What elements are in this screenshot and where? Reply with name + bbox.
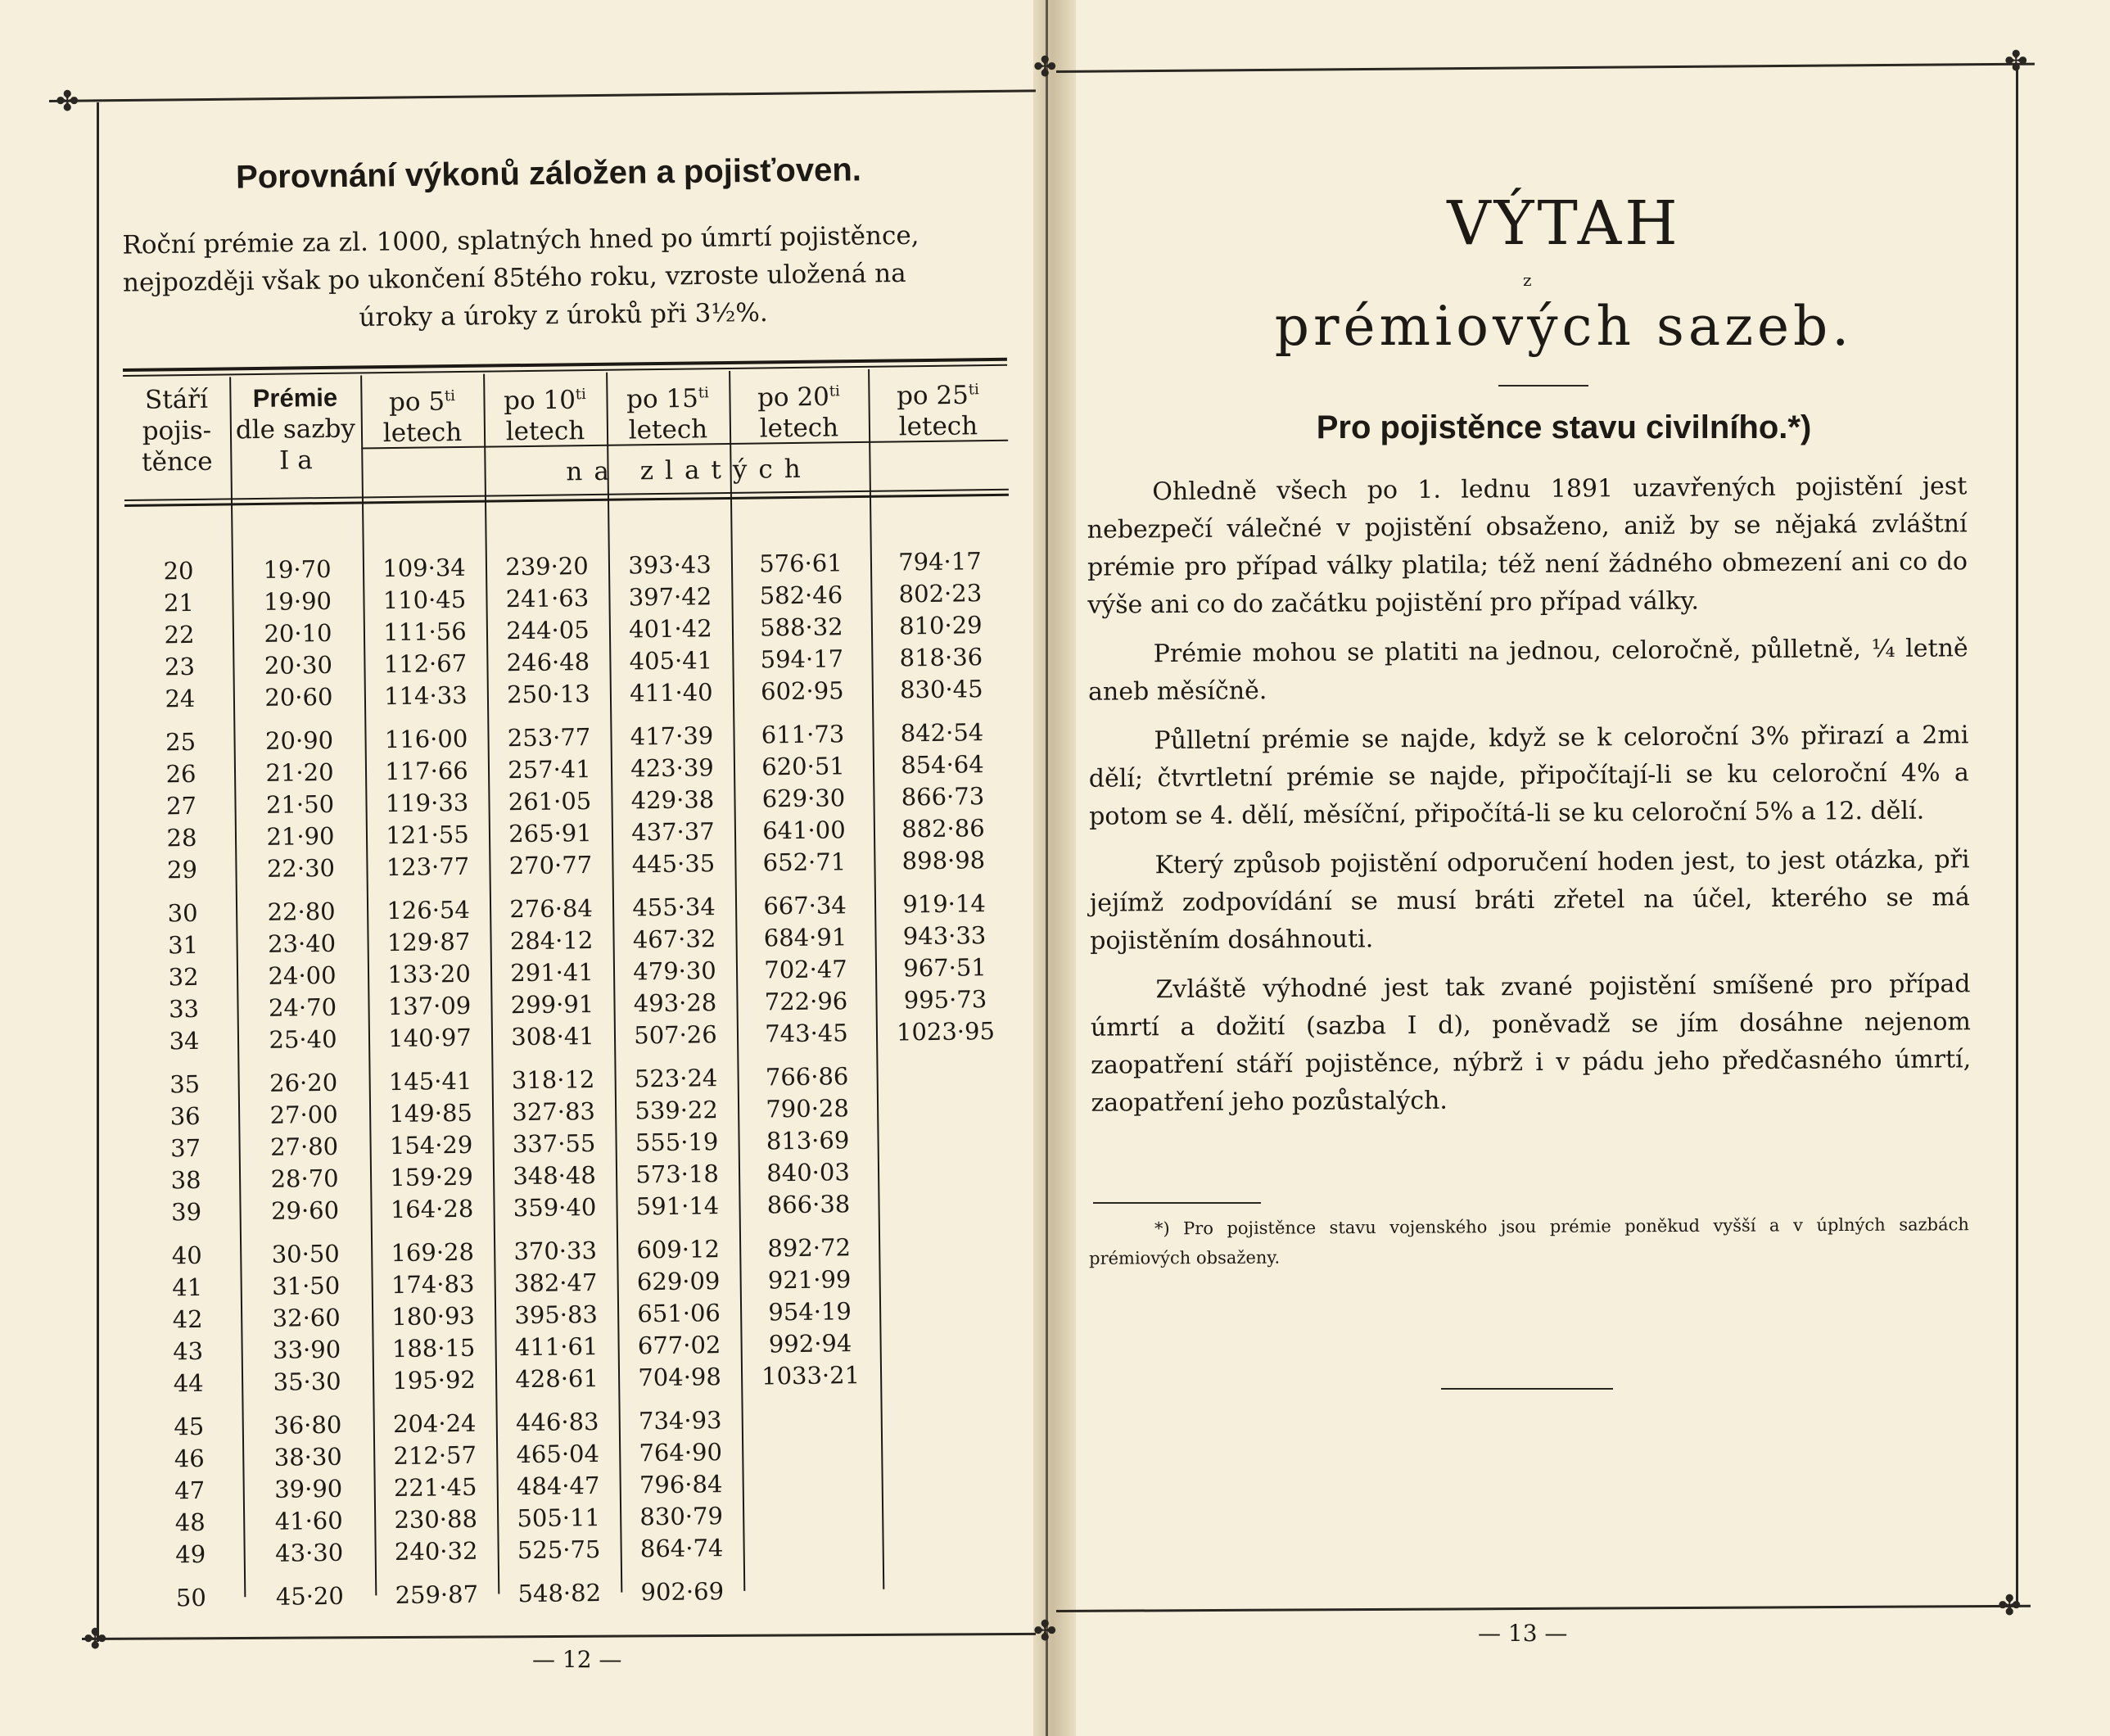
cell-25-years: 882·86 xyxy=(901,814,985,843)
cell-premium: 36·80 xyxy=(273,1410,342,1440)
cell-10-years: 276·84 xyxy=(509,894,594,924)
cell-15-years: 651·06 xyxy=(637,1299,721,1328)
cell-5-years: 123·77 xyxy=(386,852,470,882)
cell-20-years: 722·96 xyxy=(764,987,848,1016)
cell-age: 38 xyxy=(170,1165,201,1195)
cell-age: 25 xyxy=(165,727,197,757)
cell-5-years: 129·87 xyxy=(386,927,471,957)
cell-age: 43 xyxy=(173,1336,204,1366)
cell-10-years: 465·04 xyxy=(516,1439,600,1469)
paragraph-mixed-insurance: Zvláště výhodné jest tak zvané pojistění smíšené pro případ úmrtí a dožití (sazba I d), poněvadž se jím dosáhne nejenom zaopatření stáří pojistěnce, nýbrž i v pádu jeho předčasného úmrtí, zaopatření jeho pozůstalých. xyxy=(1090,970,1972,1118)
cell-age: 39 xyxy=(170,1197,202,1227)
cell-5-years: 149·85 xyxy=(389,1098,473,1128)
cell-age: 32 xyxy=(168,962,199,992)
cell-5-years: 111·56 xyxy=(383,617,467,647)
cell-25-years: 919·14 xyxy=(902,889,987,919)
cell-premium: 22·30 xyxy=(266,853,336,883)
cell-5-years: 188·15 xyxy=(391,1333,476,1363)
cell-age: 42 xyxy=(172,1304,203,1334)
cell-5-years: 145·41 xyxy=(388,1066,472,1096)
cell-age: 46 xyxy=(174,1444,205,1473)
cell-premium: 45·20 xyxy=(275,1581,345,1611)
subtitle-divider xyxy=(1498,385,1588,387)
footnote-divider xyxy=(1093,1202,1261,1204)
cell-20-years: 954·19 xyxy=(768,1297,852,1327)
cell-10-years: 299·91 xyxy=(510,990,594,1019)
footnote: *) Pro pojistěnce stavu vojenského jsou prémie poněkud vyšší a v úplných sazbách prémiových obsaženy. xyxy=(1089,1214,1969,1268)
cell-20-years: 652·71 xyxy=(762,848,847,877)
intro-line-3: úroky a úroky z úroků při 3½%. xyxy=(359,297,768,333)
cell-5-years: 180·93 xyxy=(391,1301,476,1331)
cell-10-years: 411·61 xyxy=(514,1332,599,1362)
cell-age: 34 xyxy=(169,1026,200,1056)
cell-15-years: 467·32 xyxy=(632,925,716,954)
cell-premium: 38·30 xyxy=(273,1442,342,1472)
cell-15-years: 437·37 xyxy=(631,817,715,847)
cell-15-years: 417·39 xyxy=(630,721,714,751)
cell-15-years: 704·98 xyxy=(638,1363,722,1392)
cell-15-years: 479·30 xyxy=(633,956,716,986)
cell-5-years: 110·45 xyxy=(382,585,467,615)
cell-15-years: 429·38 xyxy=(630,785,715,815)
cell-5-years: 230·88 xyxy=(394,1504,478,1535)
cell-premium: 27·00 xyxy=(269,1100,338,1129)
cell-5-years: 159·29 xyxy=(390,1162,474,1192)
cell-20-years: 611·73 xyxy=(761,720,845,749)
cell-5-years: 164·28 xyxy=(390,1194,474,1224)
cell-20-years: 588·32 xyxy=(759,613,843,642)
cell-15-years: 609·12 xyxy=(636,1235,721,1264)
cell-10-years: 318·12 xyxy=(511,1065,595,1095)
cell-age: 28 xyxy=(166,823,197,852)
ornament-gutter-bottom-icon: ✤ xyxy=(1033,1615,1057,1648)
paragraph-payment-modes: Prémie mohou se platiti na jednou, celoročně, půlletně, ¼ letně aneb měsíčně. xyxy=(1087,634,1968,707)
cell-age: 36 xyxy=(169,1101,201,1131)
cell-15-years: 445·35 xyxy=(631,849,716,879)
ornament-gutter-top-icon: ✤ xyxy=(1033,51,1057,84)
cell-5-years: 116·00 xyxy=(384,724,468,754)
cell-15-years: 539·22 xyxy=(635,1096,719,1125)
cell-5-years: 221·45 xyxy=(393,1472,477,1503)
left-page-title: Porovnání výkonů záložen a pojisťoven. xyxy=(235,151,862,196)
cell-premium: 33·90 xyxy=(272,1335,341,1364)
cell-15-years: 830·79 xyxy=(639,1502,724,1531)
cell-10-years: 484·47 xyxy=(516,1471,600,1501)
paragraph-choice: Který způsob pojistění odporučení hoden jest, to jest otázka, při jejímž zodpovídání se musí bráti zřetel na účel, kterého se má pojistěním dosáhnouti. xyxy=(1089,845,1970,956)
intro-line-1: Roční prémie za zl. 1000, splatných hned po úmrtí pojistěnce, xyxy=(122,220,919,260)
cell-20-years: 602·95 xyxy=(760,676,844,706)
cell-premium: 21·90 xyxy=(266,821,335,851)
cell-premium: 29·60 xyxy=(270,1196,340,1225)
cell-20-years: 641·00 xyxy=(761,816,846,845)
cell-5-years: 204·24 xyxy=(392,1408,477,1439)
header-after-10-years: po $10^{ti}$ letech xyxy=(503,385,586,447)
cell-10-years: 428·61 xyxy=(515,1363,599,1394)
cell-age: 26 xyxy=(165,759,197,789)
right-page-body xyxy=(1087,468,1972,1133)
cell-age: 24 xyxy=(165,684,196,713)
end-divider xyxy=(1441,1388,1613,1390)
cell-premium: 20·90 xyxy=(264,726,334,755)
cell-15-years: 677·02 xyxy=(637,1331,721,1360)
currency-unit-label: na zlatých xyxy=(566,454,812,487)
header-premium: Prémie dle sazby I a xyxy=(235,382,356,476)
cell-25-years: 967·51 xyxy=(903,953,987,983)
left-page-number: — 12 — xyxy=(532,1646,622,1673)
header-after-20-years: po $20^{ti}$ letech xyxy=(757,382,840,444)
cell-20-years: 582·46 xyxy=(759,581,843,610)
cell-5-years: 119·33 xyxy=(385,788,469,818)
gutter-line xyxy=(1046,0,1048,1736)
cell-premium: 30·50 xyxy=(271,1239,340,1268)
header-after-25-years: po $25^{ti}$ letech xyxy=(896,380,979,442)
cell-age: 47 xyxy=(174,1476,206,1505)
cell-premium: 22·80 xyxy=(267,897,336,926)
cell-10-years: 505·11 xyxy=(517,1503,601,1533)
cell-15-years: 493·28 xyxy=(633,988,717,1018)
cell-10-years: 308·41 xyxy=(511,1022,594,1051)
cell-10-years: 241·63 xyxy=(505,584,590,613)
header-age: Stáří pojis- těnce xyxy=(141,384,213,477)
cell-20-years: 1033·21 xyxy=(761,1361,861,1390)
cell-10-years: 239·20 xyxy=(505,552,589,581)
cell-premium: 19·70 xyxy=(263,554,332,584)
cell-20-years: 813·69 xyxy=(766,1126,850,1155)
cell-age: 37 xyxy=(169,1133,201,1163)
cell-5-years: 126·54 xyxy=(386,895,471,925)
cell-premium: 31·50 xyxy=(271,1271,341,1300)
cell-10-years: 370·33 xyxy=(513,1236,598,1266)
cell-15-years: 796·84 xyxy=(639,1470,723,1499)
cell-premium: 19·90 xyxy=(263,586,332,616)
cell-premium: 20·30 xyxy=(264,650,333,680)
cell-25-years: 802·23 xyxy=(898,579,983,608)
ornament-top-right-icon: ✤ xyxy=(2004,45,2028,78)
cell-5-years: 114·33 xyxy=(383,680,468,711)
cell-age: 33 xyxy=(168,994,200,1024)
cell-10-years: 327·83 xyxy=(512,1097,596,1127)
cell-age: 22 xyxy=(164,620,195,649)
cell-10-years: 359·40 xyxy=(513,1193,597,1223)
cell-5-years: 169·28 xyxy=(391,1237,475,1268)
cell-25-years: 943·33 xyxy=(902,921,987,951)
cell-5-years: 140·97 xyxy=(388,1023,472,1053)
cell-10-years: 284·12 xyxy=(509,926,594,956)
cell-15-years: 591·14 xyxy=(635,1191,720,1221)
left-intro-text xyxy=(122,215,1004,339)
cell-premium: 27·80 xyxy=(269,1132,339,1161)
cell-10-years: 337·55 xyxy=(512,1129,596,1159)
cell-5-years: 137·09 xyxy=(387,991,472,1021)
book-gutter xyxy=(1033,0,1076,1736)
right-page-title: VÝTAH xyxy=(1447,188,1681,259)
cell-premium: 21·20 xyxy=(265,757,334,787)
cell-10-years: 257·41 xyxy=(508,755,591,784)
cell-25-years: 794·17 xyxy=(898,547,982,576)
cell-20-years: 594·17 xyxy=(760,644,844,674)
cell-25-years: 830·45 xyxy=(899,675,983,704)
cell-20-years: 702·47 xyxy=(764,955,847,984)
cell-20-years: 992·94 xyxy=(768,1329,852,1359)
cell-premium: 26·20 xyxy=(269,1068,338,1097)
cell-age: 30 xyxy=(167,898,198,928)
cell-premium: 20·10 xyxy=(264,618,332,648)
cell-5-years: 195·92 xyxy=(392,1365,477,1395)
cell-20-years: 866·38 xyxy=(766,1190,851,1219)
cell-10-years: 246·48 xyxy=(506,648,590,677)
cell-15-years: 455·34 xyxy=(632,893,716,922)
cell-premium: 20·60 xyxy=(264,682,333,712)
cell-premium: 25·40 xyxy=(269,1024,337,1054)
cell-5-years: 259·87 xyxy=(395,1580,479,1610)
cell-20-years: 840·03 xyxy=(766,1158,850,1187)
cell-20-years: 667·34 xyxy=(763,891,847,920)
cell-5-years: 117·66 xyxy=(385,756,468,786)
ornament-top-left-icon: ✤ xyxy=(56,85,79,118)
paragraph-surcharges: Půlletní prémie se najde, když se k celoroční 3% přirazí a 2mi dělí; čtvrtletní prémie se najde, připočítají-li se ku celoroční 4% a potom se 4. dělí, měsíční, připočítá-li se ku celoroční 5% a 12. dělí. xyxy=(1088,721,1969,831)
cell-premium: 24·70 xyxy=(268,992,337,1022)
cell-15-years: 507·26 xyxy=(634,1020,717,1050)
cell-premium: 28·70 xyxy=(270,1164,339,1193)
cell-premium: 39·90 xyxy=(274,1474,343,1503)
right-page-z: z xyxy=(1523,270,1532,290)
cell-25-years: 898·98 xyxy=(901,846,986,875)
cell-10-years: 250·13 xyxy=(506,680,590,709)
intro-line-2: nejpozději však po ukončení 85tého roku, vzroste uložená na xyxy=(122,258,906,298)
cell-20-years: 743·45 xyxy=(765,1019,848,1048)
cell-20-years: 629·30 xyxy=(761,784,846,813)
cell-10-years: 270·77 xyxy=(508,851,593,880)
cell-10-years: 395·83 xyxy=(514,1300,599,1330)
cell-age: 48 xyxy=(174,1508,206,1537)
cell-age: 23 xyxy=(164,652,196,681)
cell-15-years: 523·24 xyxy=(634,1064,718,1093)
cell-25-years: 995·73 xyxy=(903,985,987,1015)
cell-10-years: 446·83 xyxy=(515,1407,599,1437)
cell-15-years: 764·90 xyxy=(639,1438,723,1467)
cell-15-years: 393·43 xyxy=(628,550,712,580)
cell-age: 44 xyxy=(173,1368,204,1398)
cell-25-years: 866·73 xyxy=(901,782,985,811)
header-after-15-years: po $15^{ti}$ letech xyxy=(626,383,709,445)
cell-25-years: 842·54 xyxy=(900,718,984,748)
cell-10-years: 244·05 xyxy=(505,616,590,645)
cell-age: 45 xyxy=(174,1412,205,1441)
cell-age: 29 xyxy=(166,855,198,884)
cell-5-years: 174·83 xyxy=(391,1269,475,1300)
cell-age: 50 xyxy=(175,1583,207,1612)
cell-10-years: 291·41 xyxy=(510,958,594,988)
right-page-heading: Pro pojistěnce stavu civilního.*) xyxy=(1316,409,1812,445)
cell-age: 35 xyxy=(169,1069,201,1099)
cell-15-years: 397·42 xyxy=(628,582,712,612)
cell-10-years: 265·91 xyxy=(508,819,592,848)
cell-age: 20 xyxy=(163,556,194,585)
cell-15-years: 401·42 xyxy=(628,614,712,644)
cell-15-years: 573·18 xyxy=(635,1160,720,1189)
cell-25-years: 810·29 xyxy=(898,611,983,640)
cell-5-years: 121·55 xyxy=(386,820,469,850)
cell-15-years: 864·74 xyxy=(639,1534,724,1563)
cell-5-years: 212·57 xyxy=(393,1440,477,1471)
ornament-bottom-left-icon: ✤ xyxy=(84,1623,107,1656)
cell-5-years: 154·29 xyxy=(389,1130,473,1160)
cell-15-years: 902·69 xyxy=(640,1577,725,1607)
cell-premium: 24·00 xyxy=(268,961,337,990)
cell-premium: 32·60 xyxy=(272,1303,341,1332)
cell-age: 41 xyxy=(172,1273,203,1302)
cell-age: 27 xyxy=(165,791,197,821)
cell-10-years: 261·05 xyxy=(508,787,592,816)
cell-10-years: 253·77 xyxy=(507,723,591,753)
cell-premium: 35·30 xyxy=(273,1367,341,1396)
cell-20-years: 684·91 xyxy=(763,923,847,952)
cell-25-years: 1023·95 xyxy=(896,1017,996,1047)
cell-15-years: 411·40 xyxy=(629,678,713,708)
cell-20-years: 921·99 xyxy=(767,1265,852,1295)
cell-premium: 41·60 xyxy=(274,1506,343,1535)
cell-15-years: 734·93 xyxy=(638,1406,722,1435)
cell-age: 21 xyxy=(163,588,195,617)
cell-premium: 23·40 xyxy=(267,929,337,958)
cell-5-years: 240·32 xyxy=(394,1536,478,1566)
cell-20-years: 620·51 xyxy=(761,752,845,781)
right-page-number: — 13 — xyxy=(1478,1620,1568,1647)
cell-age: 49 xyxy=(175,1539,206,1569)
cell-25-years: 854·64 xyxy=(901,750,984,780)
cell-25-years: 818·36 xyxy=(899,643,983,672)
cell-age: 31 xyxy=(167,930,199,960)
ornament-bottom-right-icon: ✤ xyxy=(1998,1589,2022,1622)
cell-15-years: 555·19 xyxy=(635,1128,719,1157)
cell-premium: 21·50 xyxy=(265,789,335,819)
cell-15-years: 423·39 xyxy=(630,753,714,783)
cell-5-years: 112·67 xyxy=(383,649,468,679)
cell-10-years: 348·48 xyxy=(513,1161,597,1191)
cell-5-years: 109·34 xyxy=(382,553,466,583)
cell-10-years: 548·82 xyxy=(517,1578,602,1608)
cell-5-years: 133·20 xyxy=(387,959,472,989)
paragraph-war-risk: Ohledně všech po 1. lednu 1891 uzavřených pojistění jest nebezpečí válečné v pojistění obsaženo, aniž by se nějaká zvláštní prémie pro případ války platila; též není žádného obmezení ani co do výše ani co do začátku pojistění pro případ války. xyxy=(1087,472,1968,620)
left-frame-left xyxy=(97,102,99,1642)
cell-10-years: 382·47 xyxy=(513,1268,598,1298)
cell-age: 40 xyxy=(171,1241,202,1270)
cell-15-years: 405·41 xyxy=(629,646,713,676)
cell-15-years: 629·09 xyxy=(636,1267,721,1296)
cell-10-years: 525·75 xyxy=(517,1535,601,1565)
cell-20-years: 576·61 xyxy=(759,549,843,578)
cell-20-years: 892·72 xyxy=(767,1233,852,1263)
cell-20-years: 766·86 xyxy=(765,1062,849,1092)
cell-20-years: 790·28 xyxy=(766,1094,850,1123)
right-page-subtitle: prémiových sazeb. xyxy=(1274,295,1854,358)
cell-premium: 43·30 xyxy=(274,1538,344,1567)
header-after-5-years: po $5^{ti}$ letech xyxy=(382,387,463,449)
right-frame-right xyxy=(2016,66,2018,1605)
